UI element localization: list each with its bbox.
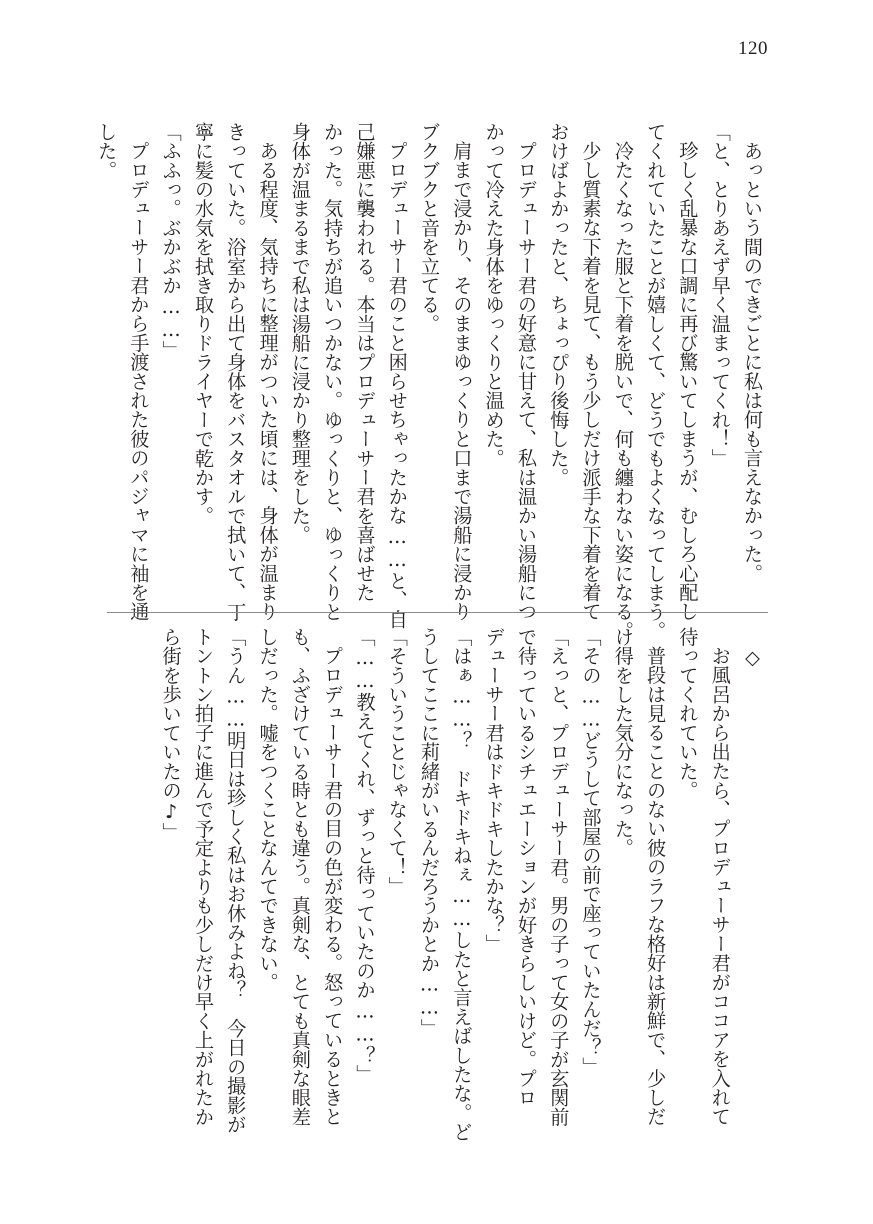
- text-line: 「……教えてくれ、ずっと待っていたのか……？」: [353, 627, 377, 1084]
- text-line: プロデューサー君のこと困らせちゃったかな……と、自: [385, 141, 409, 629]
- text-line: プロデューサー君の好意に甘えて、私は温かい湯船につ: [514, 141, 538, 622]
- text-line: 冷たくなった服と下着を脱いで、何も纏わない姿になる。: [611, 141, 635, 641]
- text-line: 少し質素な下着を見て、もう少しだけ派手な下着を着て: [579, 141, 603, 622]
- text-line: かって冷えた身体をゆっくりと温めた。: [482, 122, 506, 468]
- text-line: かった。気持ちが追いつかない。ゆっくりと、ゆっくりと: [321, 122, 345, 622]
- text-line: 肩まで浸かり、そのままゆっくりと口まで湯船に浸かり: [450, 141, 474, 622]
- text-line: 身体が温まるまで私は湯船に浸かり整理をした。: [288, 122, 312, 545]
- text-line: ある程度、気持ちに整理がついた頃には、身体が温まり: [256, 141, 280, 622]
- text-line: プロデューサー君から手渡された彼のパジャマに袖を通: [127, 141, 151, 622]
- text-line: 「そういうことじゃなくて！」: [385, 627, 409, 896]
- page-number: 120: [738, 38, 768, 59]
- text-line: も、ふざけている時とも違う。真剣な、とても真剣な眼差: [288, 627, 312, 1127]
- text-line: した。: [95, 122, 119, 180]
- text-line: 「うん……明日は珍しく私はお休みよね？ 今日の撮影が: [224, 627, 248, 1134]
- text-line: ブクブクと音を立てる。: [418, 122, 442, 334]
- text-line: おけばよかったと、ちょっぴり後悔した。: [547, 122, 571, 487]
- text-line: 「えっと、プロデューサー君。男の子って女の子が玄関前: [547, 627, 571, 1127]
- text-line: プロデューサー君の目の色が変わる。怒っているときと: [321, 646, 345, 1127]
- text-line: 「と、とりあえず早く温まってくれ！」: [708, 122, 732, 468]
- page-divider: [107, 612, 768, 613]
- text-line: け得をした気分になった。: [611, 627, 635, 858]
- text-line: 「はぁ……？ ドキドキねぇ……したと言えばしたな。ど: [450, 627, 474, 1142]
- text-line: 己嫌悪に襲われる。本当はプロデューサー君を喜ばせた: [353, 122, 377, 602]
- scene-break-mark: ◇: [741, 646, 764, 670]
- text-line: お風呂から出たら、プロデューサー君がココアを入れて: [708, 646, 732, 1127]
- text-line: で待っているシチュエーションが好きらしいけど。プロ: [514, 627, 538, 1107]
- text-line: トントン拍子に進んで予定よりも少しだけ早く上がれたか: [191, 627, 215, 1127]
- text-line: てくれていたことが嬉しくて、どうでもよくなってしまう。: [644, 122, 668, 641]
- text-line: あっという間のできごとに私は何も言えなかった。: [741, 141, 764, 583]
- text-line: 寧に髪の水気を拭き取りドライヤーで乾かす。: [191, 122, 215, 526]
- text-line: ら街を歩いていたの♪」: [159, 627, 183, 842]
- text-line: デューサー君はドキドキしたかな？」: [482, 627, 506, 954]
- text-line: うしてここに莉緒がいるんだろうかとか……」: [418, 627, 442, 1038]
- upper-text-block: [95, 122, 768, 641]
- text-line: しだった。嘘をつくことなんてできない。: [256, 627, 280, 992]
- text-line: 「その……どうして部屋の前で座っていたんだ？」: [579, 627, 603, 1077]
- text-line: きっていた。浴室から出て身体をバスタオルで拭いて、丁: [224, 122, 248, 622]
- text-line: 珍しく乱暴な口調に再び驚いてしまうが、むしろ心配し: [676, 141, 700, 622]
- text-line: 待ってくれていた。: [676, 627, 700, 800]
- lower-text-block: [98, 627, 768, 1142]
- text-line: 「ふふっ。ぶかぶか……」: [159, 122, 183, 360]
- text-line: 普段は見ることのない彼のラフな格好は新鮮で、少しだ: [644, 646, 668, 1127]
